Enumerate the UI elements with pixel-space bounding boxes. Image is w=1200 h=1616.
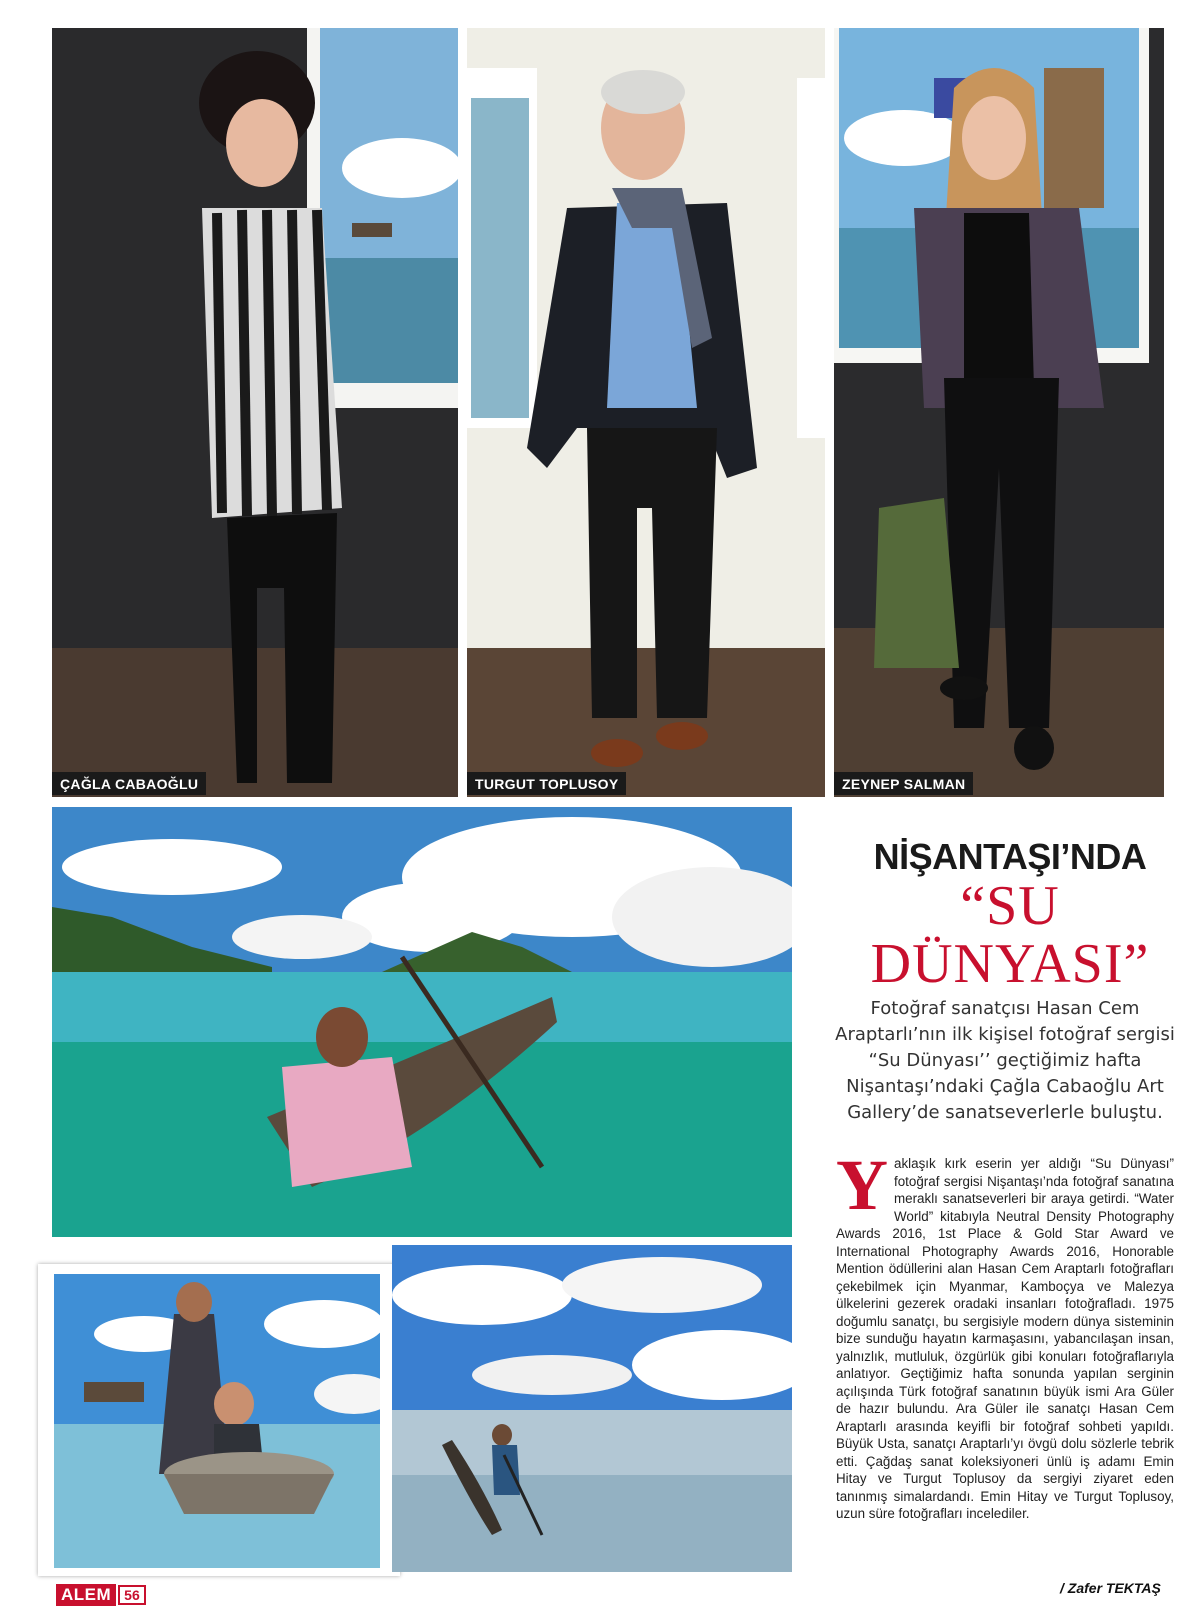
article-headline-line2: “SU — [960, 875, 1060, 937]
magazine-logo: ALEM — [56, 1584, 116, 1606]
article-headline-kicker: NİŞANTAŞI’NDA — [873, 836, 1147, 877]
article-headline-line3: DÜNYASI” — [870, 933, 1150, 995]
article-body-text: aklaşık kırk eserin yer aldığı “Su Dünyası” fotoğraf sergisi Nişantaşı’nda fotoğraf sanatına meraklı sanatseverleri bir araya getirdi. “Water World” kitabıyla Neutral Density Photography Awards 2016, 1st Place & Gold Star Award ve International Photography Awards 2016, Honorable Mention ödüllerini alan Hasan Cem Araptarlı fotoğrafları çekebilmek için Myanmar, Kamboçya ve Malezya ülkelerini gezerek oradaki insanları fotoğrafladı. 1975 doğumlu sanatçı, bu sergisiyle modern dünya sisteminin bize sunduğu hayatın karmaşasını, yabancılaşan insan, yalnızlık, mutluluk, özgürlük gibi konuları fotoğraflarıyla anlatıyor. Geçtiğimiz hafta sonunda yapılan serginin açılışında Türk fotoğraf sanatının büyük ismi Ara Güler de hazır bulundu. Ara Güler ile sanatçı Hasan Cem Araptarlı arasında keyifli bir fotoğraf sohbeti yapıldı. Büyük Usta, sanatçı Araptarlı’yı övgü dolu sözlerle tebrik etti. Çağdaş sanat koleksiyoneri ünlü iş adamı Emin Hitay ve Turgut Toplusoy da sergiyi ziyaret eden tanınmış simalardandı. Emin Hitay ve Turgut Toplusoy, uzun süre fotoğrafları incelediler. — [836, 1156, 1174, 1521]
article-headline-title — [840, 877, 1180, 993]
caption-zeynep: ZEYNEP SALMAN — [834, 772, 973, 795]
article-deck: Fotoğraf sanatçısı Hasan Cem Araptarlı’nın ilk kişisel fotoğraf sergisi “Su Dünyası’’ geçtiğimiz hafta Nişantaşı’ndaki Çağla Cabaoğlu Art Gallery’de sanatseverlerle buluştu. — [835, 998, 1175, 1123]
photo-fisherman — [392, 1245, 792, 1572]
photo-children-bowl-image — [54, 1274, 380, 1568]
main-photo-canoe — [52, 807, 792, 1237]
caption-turgut: TURGUT TOPLUSOY — [467, 772, 626, 795]
portrait-photo-turgut — [467, 28, 825, 797]
magazine-footer — [56, 1584, 146, 1606]
caption-cagla: ÇAĞLA CABAOĞLU — [52, 772, 206, 795]
page-number: 56 — [118, 1585, 146, 1605]
portrait-photo-cagla-image — [52, 28, 458, 797]
article-body — [836, 1145, 1174, 1523]
portrait-photo-turgut-image — [467, 28, 825, 797]
portrait-photo-zeynep — [834, 28, 1164, 797]
portrait-photo-zeynep-image — [834, 28, 1164, 797]
photo-fisherman-image — [392, 1245, 792, 1572]
photo-children-bowl — [54, 1274, 380, 1568]
article-byline: / Zafer TEKTAŞ — [1060, 1580, 1161, 1596]
main-photo-canoe-image — [52, 807, 792, 1237]
article-dropcap: Y — [836, 1145, 888, 1225]
portrait-photo-cagla — [52, 28, 458, 797]
